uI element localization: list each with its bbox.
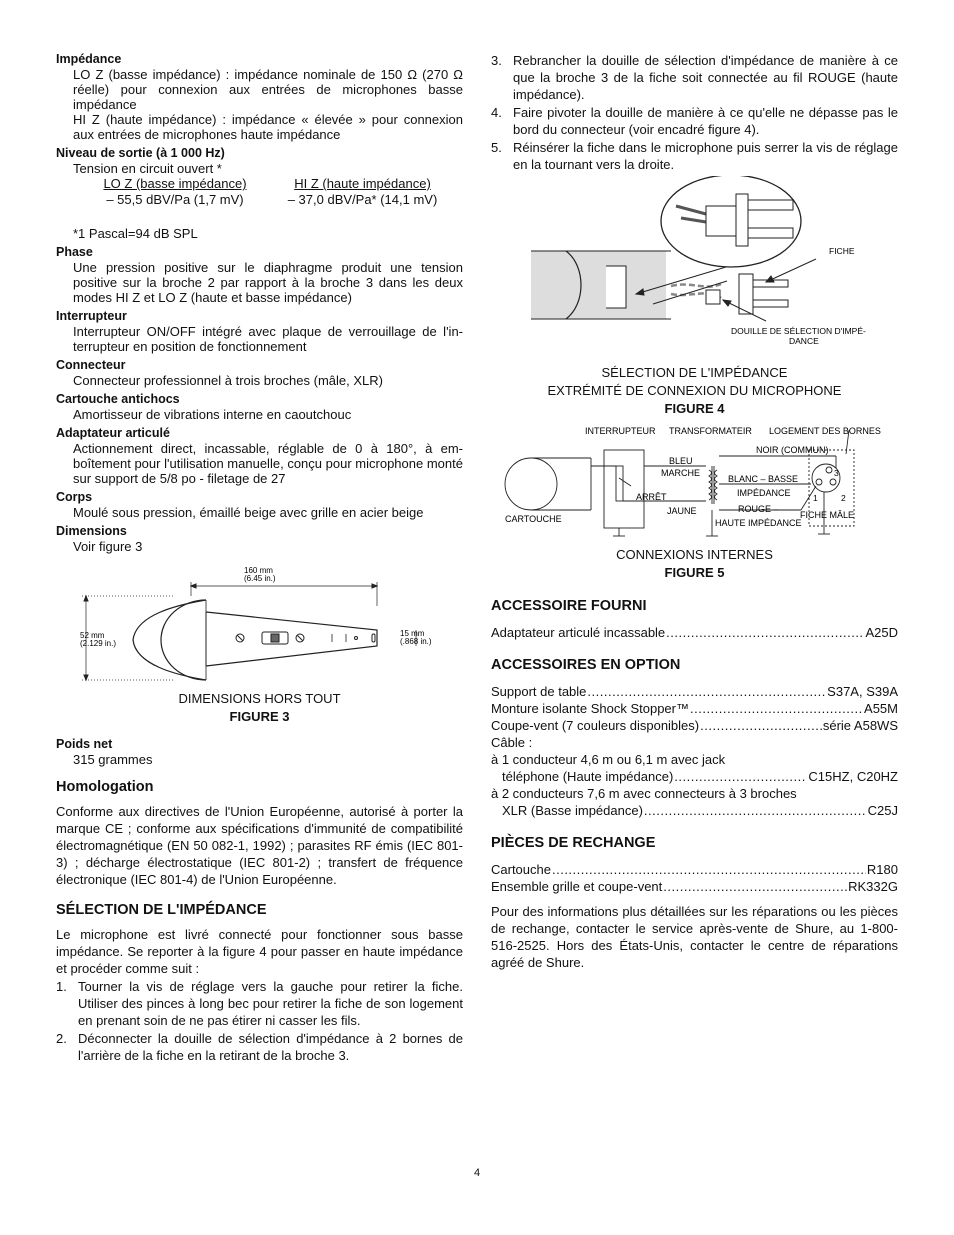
spec-heading-weight: Poids net [56,737,113,751]
spec-body-connector [56,373,463,388]
spec-line: Interrupteur ON/OFF intégré avec plaque de verrouillage de l'in-terrupteur en position de fonctionnement [73,324,463,354]
spec-body-switch [56,324,463,354]
accessoires-option-title: ACCESSOIRES EN OPTION [491,657,681,673]
spec-body-cartridge [56,407,463,422]
service-note: Pour des informations plus détaillées sur les réparations ou les pièces de rechange, contacter le service après-vente de Shure, au 1-800-516-2525. Hors des États-Unis, contacter le centre de réparations agréé de Shure. [491,904,898,970]
step-number: 4. [491,105,502,120]
footnote: *1 Pascal=94 dB SPL [73,226,198,241]
item-code: C15HZ, C20HZ [808,769,898,784]
list-item [56,978,463,1029]
switch-label: INTERRUPTEUR [585,426,656,436]
list-item [491,717,898,734]
spec-heading-impedance: Impédance [56,52,122,66]
step-number: 3. [491,53,502,68]
list-item [491,52,898,103]
item-name: Ensemble grille et coupe-vent [491,879,663,894]
yellow-wire-label: JAUNE [667,506,697,516]
spec-line: Une pression positive sur le diaphragme produit une tension positive sur la broche 2 par rapport à la broche 3 dans les deux modes HI Z et LO Z (haute et basse impédance) [73,260,463,305]
spec-heading-cartridge: Cartouche antichocs [56,392,180,406]
figure-4-caption-2: EXTRÉMITÉ DE CONNEXION DU MICROPHONE [547,383,842,398]
figure-5-caption: CONNEXIONS INTERNES [616,547,773,562]
hi-z-value: – 37,0 dBV/Pa* (14,1 mV) [287,192,438,207]
dim-head-in: (2.129 in.) [80,639,117,648]
item-name: Cartouche [491,862,551,877]
cable-label: Câble : [491,735,533,750]
spec-line: Actionnement direct, incassable, réglable de 0 à 180°, à em-boîtement pour l'utilisation manuelle, conçu pour microphone monté sur support de 5/8 po - filetage de 27 [73,441,463,486]
on-label: MARCHE [661,468,701,478]
white-wire-label-2: IMPÉDANCE [737,488,791,498]
spec-line: Connecteur professionnel à trois broches (mâle, XLR) [73,373,383,388]
right-column [491,52,898,971]
transformer-label: TRANSFORMATEIR [669,426,752,436]
step-text: Rebrancher la douille de sélection d'impédance de manière à ce que la broche 3 de la fiche soit connectée au fil ROUGE (haute impédance). [513,53,898,102]
spec-heading-body: Corps [56,490,93,504]
spec-heading-switch: Interrupteur [56,309,127,323]
douille-label: DOUILLE DE SÉLECTION D'IMPÉ- [731,326,866,336]
step-number: 1. [56,979,67,994]
item-code: S37A, S39A [827,684,898,699]
accessoire-fourni-title: ACCESSOIRE FOURNI [491,598,647,614]
item-code: R180 [866,862,898,877]
lo-z-value: – 55,5 dBV/Pa (1,7 mV) [106,192,244,207]
red-wire-label: ROUGE – [738,504,779,514]
list-item [491,861,898,878]
item-name: Coupe-vent (7 couleurs disponibles) [491,718,700,733]
item-code: RK332G [848,879,898,894]
lo-z-header: LO Z (basse impédance) [103,176,247,191]
item-name: téléphone (Haute impédance) [502,769,674,784]
list-item [491,700,898,717]
figure-3-microphone-drawing [56,560,463,690]
dim-tail: 15 mm [400,629,425,638]
list-item [491,683,898,700]
spec-body-impedance [56,67,463,142]
spec-line: Moulé sous pression, émaillé beige avec grille en acier beige [73,505,424,520]
douille-label-2: DANCE [789,336,819,346]
step-text: Faire pivoter la douille de manière à ce qu'elle ne dépasse pas le bord du connecteur (voir encadré figure 4). [513,105,898,137]
item-code: A55M [864,701,898,716]
pieces-title: PIÈCES DE RECHANGE [491,835,656,851]
spec-heading-connector: Connecteur [56,358,126,372]
dim-head: 52 mm [80,631,105,640]
cable-2-desc: à 2 conducteurs 7,6 m avec connecteurs à 3 broches [491,786,797,801]
figure-5-wiring-diagram [491,426,898,546]
dim-length: 160 mm [244,566,273,575]
impedance-selection-intro: Le microphone est livré connecté pour fonctionner sous basse impédance. Se reporter à la figure 4 pour passer en haute impédance et procéder comme suit : [56,927,463,976]
figure-5-label: FIGURE 5 [664,565,725,580]
spec-heading-dimensions: Dimensions [56,524,127,538]
terminal-housing-label: LOGEMENT DES BORNES [769,426,881,436]
dim-length-in: (6.45 in.) [244,574,276,583]
item-name: Adaptateur articulé incassable [491,625,666,640]
black-wire-label: NOIR (COMMUN) [756,445,829,455]
spec-heading-output-level: Niveau de sortie (à 1 000 Hz) [56,146,225,160]
step-text: Réinsérer la fiche dans le microphone puis serrer la vis de réglage en la tournant vers la droite. [513,140,898,172]
pin-3-label: 3 [834,468,839,478]
dim-tail-in: (.868 in.) [400,637,432,646]
step-number: 2. [56,1031,67,1046]
spec-line: Voir figure 3 [73,539,143,554]
figure-3-label: FIGURE 3 [229,709,290,724]
page-number: 4 [473,1167,481,1179]
list-item [491,624,898,641]
figure-4-label: FIGURE 4 [664,401,725,416]
list-item [491,802,898,819]
pin-1-label: 1 [813,493,818,503]
step-text: Tourner la vis de réglage vers la gauche pour retirer la fiche. Utiliser des pinces à long bec pour retirer la fiche de son logement en prenant soin de ne pas étirer ni casser les fils. [78,979,463,1028]
item-name: Monture isolante Shock Stopper™ [491,701,689,716]
cartridge-label: CARTOUCHE [505,514,562,524]
pin-2-label: 2 [841,493,846,503]
spec-body-dimensions [56,539,463,554]
spec-heading-adapter: Adaptateur articulé [56,426,170,440]
impedance-selection-title: SÉLECTION DE L'IMPÉDANCE [56,902,267,918]
open-circuit-label: Tension en circuit ouvert * [73,161,222,176]
figure-3-caption: DIMENSIONS HORS TOUT [178,691,341,706]
output-level-table [56,176,463,208]
list-item [491,878,898,895]
fiche-label: FICHE [829,246,855,256]
homologation-text: Conforme aux directives de l'Union Européenne, autorisé à porter la marque CE ; conforme aux spécifications d'immunité de compatibilité électromagnétique (EN 50 082-1, 1992) ; parasites RF émis (IEC 801-3) ; décharge électrostatique (IEC 801-2) ; transfert de fréquence électronique (IEC 801-4) de l'Union Européenne. [56,804,463,887]
spec-line: HI Z (haute impédance) : impédance « élevée » pour connexion aux entrées de microphones haute impédance [73,112,463,142]
blue-wire-label: BLEU [669,456,693,466]
spec-body-weight: 315 grammes [73,752,153,767]
left-column [56,52,463,1065]
spec-body-adapter [56,441,463,486]
step-text: Déconnecter la douille de sélection d'impédance à 2 bornes de l'arrière de la fiche en la retirant de la broche 3. [78,1031,463,1063]
spec-line: LO Z (basse impédance) : impédance nominale de 150 Ω (270 Ω réelle) pour connexion aux entrées de microphones basse impédance [73,67,463,112]
steps-left [56,978,463,1064]
item-name: Support de table [491,684,587,699]
figure-4-impedance-drawing [491,176,898,364]
list-item [56,1030,463,1064]
homologation-title: Homologation [56,779,154,795]
item-code: série A58WS [822,718,898,733]
step-number: 5. [491,140,502,155]
cable-1-desc: à 1 conducteur 4,6 m ou 6,1 m avec jack [491,752,726,767]
spec-body-output-level [56,161,463,176]
figure-4-caption-1: SÉLECTION DE L'IMPÉDANCE [601,365,788,380]
item-code: A25D [865,625,898,640]
item-code: C25J [867,803,898,818]
steps-right [491,52,898,173]
list-item [491,768,898,785]
off-label: ARRÊT [636,492,667,502]
list-item [491,104,898,138]
spec-line: Amortisseur de vibrations interne en caoutchouc [73,407,352,422]
spec-heading-phase: Phase [56,245,93,259]
list-item [491,139,898,173]
item-name: XLR (Basse impédance) [502,803,643,818]
male-plug-label: FICHE MÂLE [800,510,855,520]
hi-z-header: HI Z (haute impédance) [294,176,431,191]
spec-body-body [56,505,463,520]
spec-body-phase [56,260,463,305]
white-wire-label: BLANC – BASSE [728,474,799,484]
red-wire-label-2: HAUTE IMPÉDANCE [715,518,802,528]
